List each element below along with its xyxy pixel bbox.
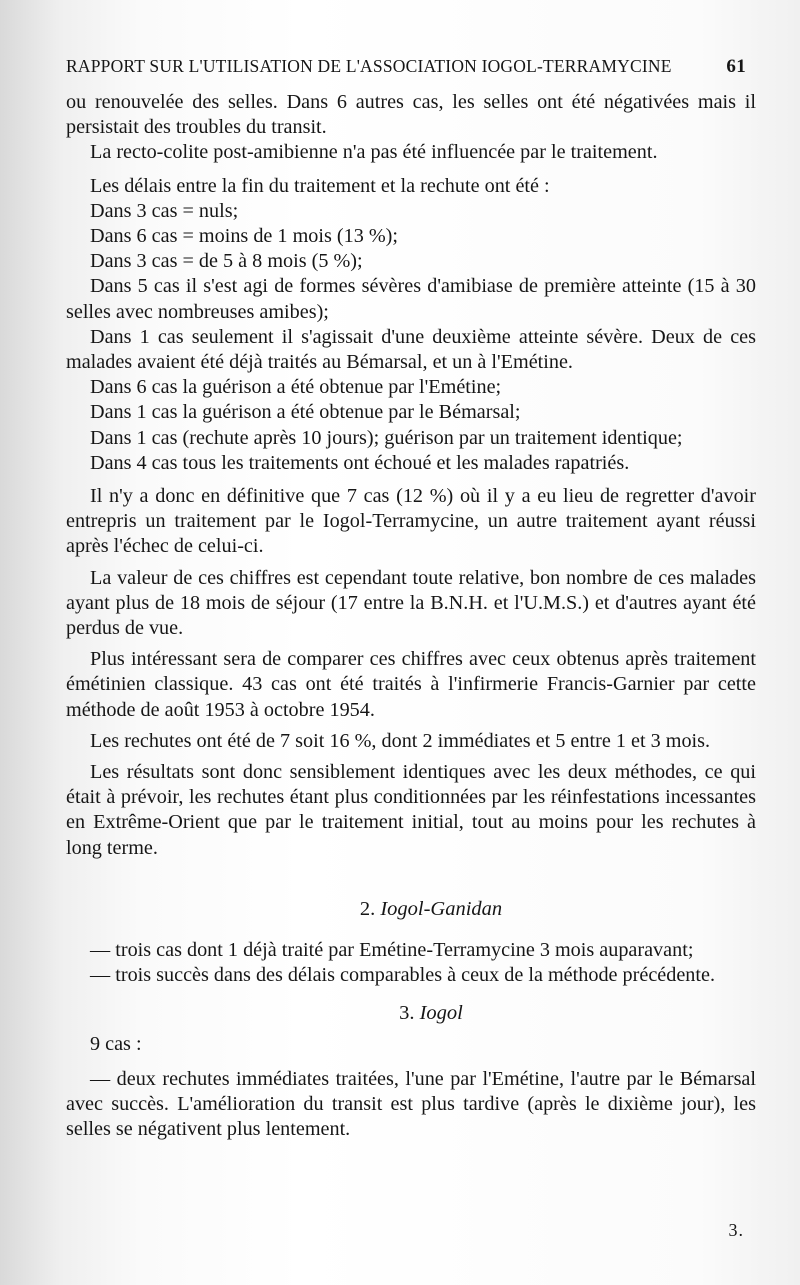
paragraph: ou renouvelée des selles. Dans 6 autres cas, les selles ont été négativées mais il persistait des troubles du transit.	[66, 91, 756, 139]
paragraph: Il n'y a donc en définitive que 7 cas (12 %) où il y a eu lieu de regretter d'avoir entrepris un traitement par le Iogol-Terramycine, un autre traitement ayant réussi après l'échec de celui-ci.	[66, 485, 756, 558]
paragraph: Plus intéressant sera de comparer ces chiffres avec ceux obtenus après traitement émétinien classique. 43 cas ont été traités à l'infirmerie Francis-Garnier par cette méthode de août 1953 à octobre 1954.	[66, 648, 756, 721]
signature-mark: 3.	[728, 1220, 744, 1240]
list-item: Dans 3 cas = de 5 à 8 mois (5 %);	[90, 250, 363, 273]
section-title: Iogol	[419, 1001, 463, 1024]
paragraph: Les rechutes ont été de 7 soit 16 %, dont 2 immédiates et 5 entre 1 et 3 mois.	[90, 729, 711, 752]
list-item: Dans 6 cas = moins de 1 mois (13 %);	[90, 225, 398, 248]
body-text	[66, 90, 756, 1143]
list-item: — trois cas dont 1 déjà traité par Emétine-Terramycine 3 mois auparavant;	[90, 939, 694, 962]
paragraph: Dans 1 cas seulement il s'agissait d'une deuxième atteinte sévère. Deux de ces malades avaient été déjà traités au Bémarsal, et un à l'Emétine.	[66, 325, 756, 374]
section-number: 3.	[399, 1001, 415, 1024]
list-item: Dans 3 cas = nuls;	[90, 199, 239, 222]
section-number: 2.	[359, 897, 376, 920]
list-item: Dans 4 cas tous les traitements ont échoué et les malades rapatriés.	[90, 451, 630, 474]
section-heading-iogol-ganidan	[66, 897, 756, 922]
running-title: RAPPORT SUR L'UTILISATION DE L'ASSOCIATION IOGOL-TERRAMYCINE	[66, 56, 672, 76]
paragraph: Dans 1 cas (rechute après 10 jours); guérison par un traitement identique;	[90, 426, 683, 449]
paragraph: Les résultats sont donc sensiblement identiques avec les deux méthodes, ce qui était à prévoir, les rechutes étant plus conditionnées par les réinfestations incessantes en Extrême-Orient que par le traitement initial, tout au moins pour les rechutes à long terme.	[66, 761, 756, 859]
page-number: 61	[726, 56, 746, 77]
case-count: 9 cas :	[90, 1032, 142, 1055]
list-item: Dans 6 cas la guérison a été obtenue par l'Emétine;	[90, 376, 502, 399]
paragraph: Dans 5 cas il s'est agi de formes sévères d'amibiase de première atteinte (15 à 30 selles avec nombreuses amibes);	[66, 275, 756, 323]
section-title: Iogol-Ganidan	[380, 897, 503, 920]
section-heading-iogol	[66, 1001, 756, 1026]
paragraph: La valeur de ces chiffres est cependant toute relative, bon nombre de ces malades ayant plus de 18 mois de séjour (17 entre la B.N.H. et l'U.M.S.) et d'autres ayant été perdus de vue.	[66, 566, 756, 640]
running-header	[66, 56, 746, 78]
paragraph: La recto-colite post-amibienne n'a pas été influencée par le traitement.	[90, 141, 658, 164]
list-item: — trois succès dans des délais comparables à ceux de la méthode précédente.	[90, 964, 716, 987]
paragraph: Les délais entre la fin du traitement et la rechute ont été :	[90, 174, 550, 197]
list-item: — deux rechutes immédiates traitées, l'une par l'Emétine, l'autre par le Bémarsal avec succès. L'amélioration du transit est plus tardive (après le dixième jour), les selles se négativent plus lentement.	[66, 1067, 756, 1141]
list-item: Dans 1 cas la guérison a été obtenue par le Bémarsal;	[90, 401, 521, 424]
